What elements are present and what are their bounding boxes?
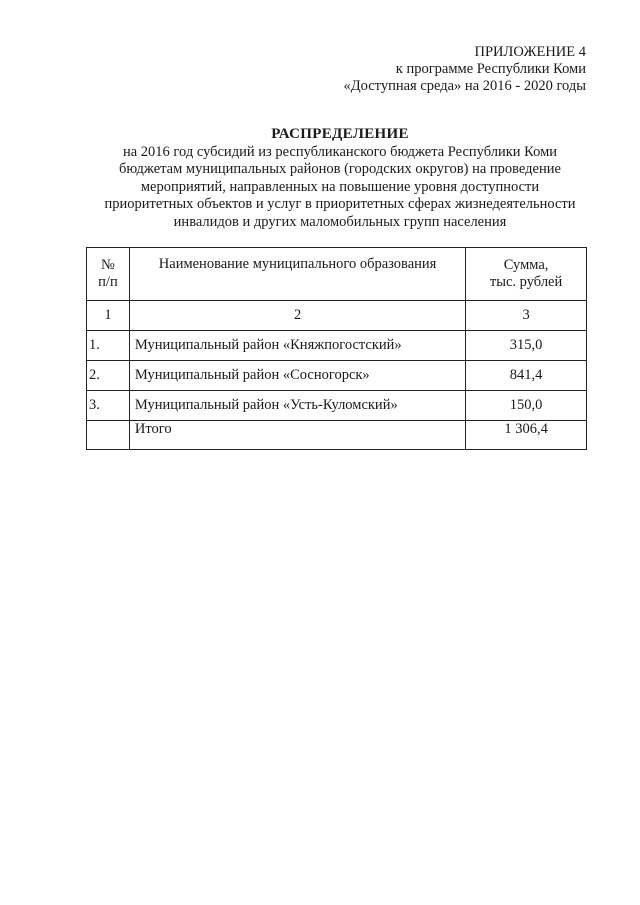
total-label: Итого — [129, 421, 465, 450]
header-number — [87, 248, 130, 301]
header-sum-unit: тыс. рублей — [489, 274, 563, 290]
distribution-table — [86, 247, 587, 450]
appendix-program: к программе Республики Коми — [395, 61, 586, 77]
header-number-label: п/п — [98, 274, 118, 290]
column-index-row — [87, 301, 587, 331]
row-name: Муниципальный район «Княжпогостский» — [129, 331, 465, 361]
total-number — [87, 421, 130, 450]
title-line: приоритетных объектов и услуг в приоритетных сферах жизнедеятельности — [104, 196, 576, 212]
title-line: инвалидов и других маломобильных групп населения — [173, 213, 507, 230]
row-name: Муниципальный район «Сосногорск» — [129, 361, 465, 391]
total-sum: 1 306,4 — [466, 421, 587, 450]
header-name: Наименование муниципального образования — [129, 248, 465, 301]
row-sum: 315,0 — [466, 331, 587, 361]
table-row — [87, 361, 587, 391]
table-header-row — [87, 248, 587, 301]
total-row — [87, 421, 587, 450]
title-line: на 2016 год субсидий из республиканского бюджета Республики Коми — [122, 143, 558, 160]
index-cell: 2 — [129, 301, 465, 331]
header-number-symbol: № — [101, 257, 115, 273]
title-line: мероприятий, направленных на повышение уровня доступности — [140, 178, 540, 195]
header-sum — [466, 248, 587, 301]
appendix-number: ПРИЛОЖЕНИЕ 4 — [474, 44, 586, 60]
row-number: 2. — [87, 361, 130, 391]
index-cell: 1 — [87, 301, 130, 331]
appendix-program-name: «Доступная среда» на 2016 - 2020 годы — [343, 78, 586, 94]
row-sum: 150,0 — [466, 391, 587, 421]
appendix-header — [343, 44, 586, 95]
row-sum: 841,4 — [466, 361, 587, 391]
row-number: 3. — [87, 391, 130, 421]
row-name: Муниципальный район «Усть-Куломский» — [129, 391, 465, 421]
table-row — [87, 391, 587, 421]
row-number: 1. — [87, 331, 130, 361]
index-cell: 3 — [466, 301, 587, 331]
header-sum-label: Сумма, — [503, 257, 549, 273]
document-title — [80, 126, 600, 231]
title-line: бюджетам муниципальных районов (городских округов) на проведение — [119, 161, 561, 177]
title-heading: РАСПРЕДЕЛЕНИЕ — [271, 126, 409, 142]
table-row — [87, 331, 587, 361]
